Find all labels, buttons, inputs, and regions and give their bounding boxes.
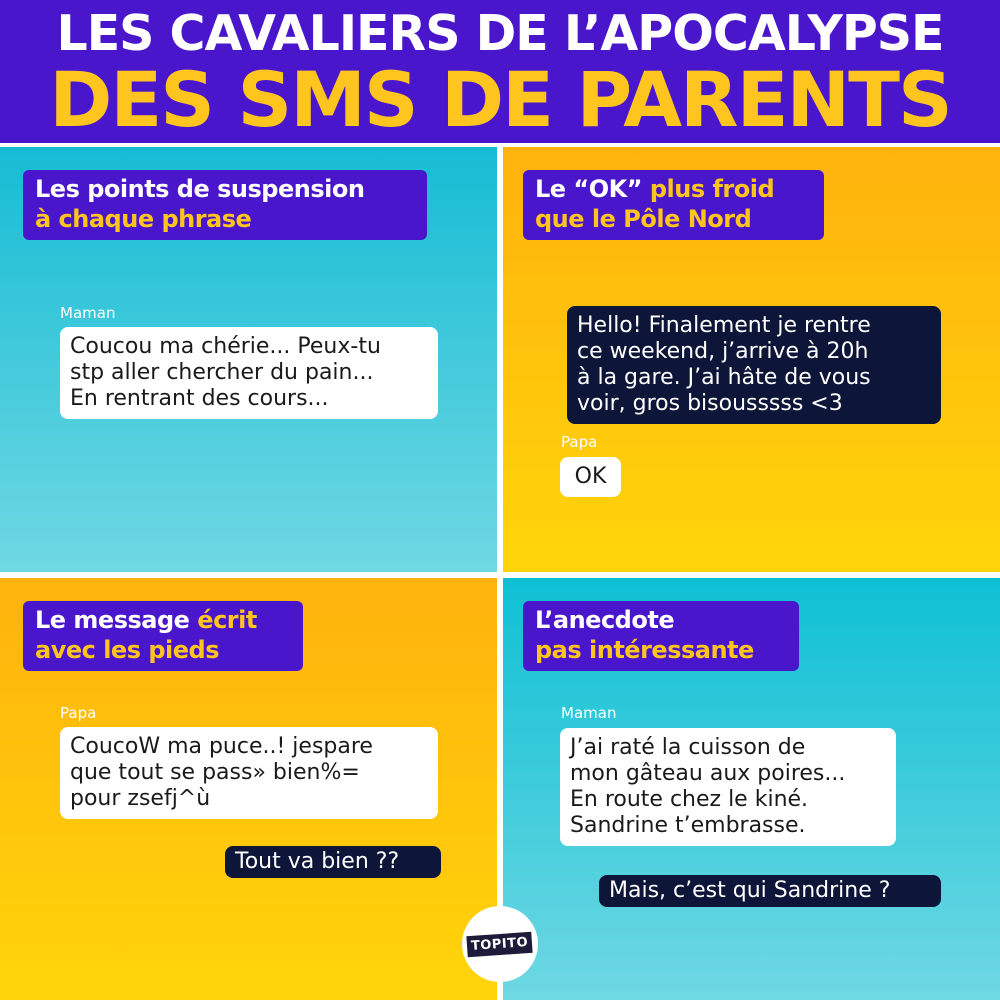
message-line: que tout se pass» bien%= — [70, 760, 360, 785]
message-line: mon gâteau aux poires... — [570, 761, 846, 786]
panel-label: Le “OK” plus froid que le Pôle Nord — [523, 170, 824, 240]
panel-label: Le message écrit avec les pieds — [23, 601, 303, 671]
message-line: Sandrine t’embrasse. — [570, 813, 806, 838]
sender-name: Papa — [60, 704, 97, 722]
child-reply-bubble: Tout va bien ?? — [225, 846, 441, 878]
message-line: En route chez le kiné. — [570, 787, 809, 812]
topito-logo — [462, 906, 538, 982]
child-message-bubble — [567, 306, 941, 424]
logo-text: TOPITO — [467, 931, 534, 956]
panel-label: Les points de suspension à chaque phrase — [23, 170, 427, 240]
panel-boring-anecdote — [503, 578, 1000, 1000]
panel-cold-ok — [503, 147, 1000, 572]
parent-message-bubble — [60, 327, 438, 419]
message-line: En rentrant des cours... — [70, 386, 329, 411]
panel-typos — [0, 578, 497, 1000]
message-line: à la gare. J’ai hâte de vous — [577, 365, 871, 390]
message-line: Coucou ma chérie... Peux-tu — [70, 334, 381, 359]
message-line: Hello! Finalement je rentre — [577, 313, 871, 338]
header-banner — [0, 0, 1000, 143]
sender-name: Maman — [561, 704, 617, 722]
message-line: CoucoW ma puce..! jespare — [70, 734, 373, 759]
child-reply-bubble: Mais, c’est qui Sandrine ? — [599, 875, 941, 907]
panel-label: L’anecdote pas intéressante — [523, 601, 799, 671]
title-line-1: LES CAVALIERS DE L’APOCALYPSE — [56, 5, 944, 62]
sender-name: Papa — [561, 433, 598, 451]
message-line: J’ai raté la cuisson de — [570, 735, 806, 760]
parent-message-bubble — [60, 727, 438, 819]
parent-reply-bubble: OK — [560, 457, 621, 497]
message-line: voir, gros bisousssss <3 — [577, 391, 843, 416]
sender-name: Maman — [60, 304, 116, 322]
parent-message-bubble — [560, 728, 896, 846]
panel-ellipsis — [0, 147, 497, 572]
title-line-2: DES SMS DE PARENTS — [49, 55, 951, 144]
message-line: stp aller chercher du pain... — [70, 360, 374, 385]
message-line: ce weekend, j’arrive à 20h — [577, 339, 869, 364]
message-line: pour zsefj^ù — [70, 786, 211, 811]
